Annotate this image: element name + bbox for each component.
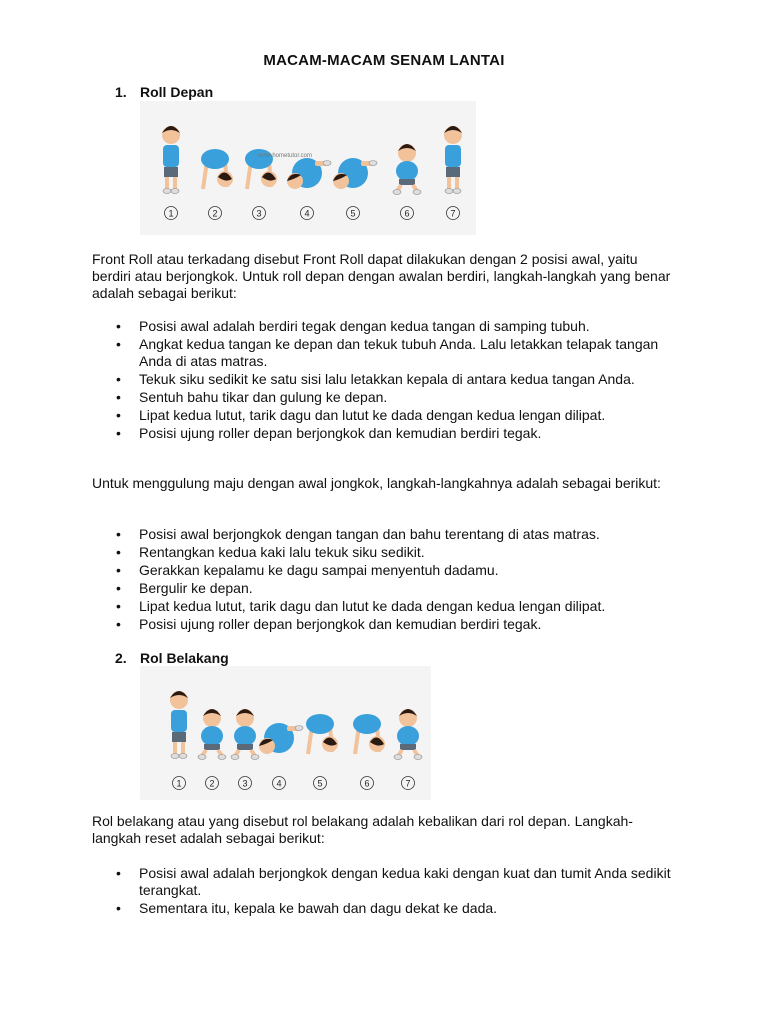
gymnast-pose-roll bbox=[287, 158, 331, 189]
crouch-intro: Untuk menggulung maju dengan awal jongkok, langkah-langkahnya adalah sebagai berikut: bbox=[92, 475, 661, 491]
section-heading-roll-depan bbox=[115, 84, 213, 100]
step-number-label: 4 bbox=[304, 208, 310, 219]
list-item: • Gerakkan kepalamu ke dagu sampai menyentuh dadamu. bbox=[92, 562, 672, 579]
rol-belakang-illustration bbox=[140, 666, 431, 800]
gymnast-pose-stand bbox=[444, 126, 462, 194]
list-item: • Bergulir ke depan. bbox=[92, 580, 672, 597]
gymnast-pose-crouch bbox=[394, 709, 422, 760]
section-heading-rol-belakang bbox=[115, 650, 229, 666]
step-number-label: 6 bbox=[404, 208, 410, 219]
section-number: 1. bbox=[115, 84, 127, 100]
gymnast-pose-bend bbox=[201, 149, 233, 189]
section-title: Roll Depan bbox=[140, 84, 214, 100]
step-number-label: 2 bbox=[209, 778, 215, 789]
list-item: • Lipat kedua lutut, tarik dagu dan lutut ke dada dengan kedua lengan dilipat. bbox=[92, 407, 672, 424]
list-item: • Posisi ujung roller depan berjongkok dan kemudian berdiri tegak. bbox=[92, 616, 672, 633]
standing-steps-list bbox=[92, 318, 672, 443]
step-number-label: 5 bbox=[350, 208, 356, 219]
list-item: • Lipat kedua lutut, tarik dagu dan lutut ke dada dengan kedua lengan dilipat. bbox=[92, 598, 672, 615]
roll-depan-intro: Front Roll atau terkadang disebut Front Roll dapat dilakukan dengan 2 posisi awal, yaitu berdiri atau berjongkok. Untuk roll depan dengan awalan berdiri, langkah-langkah yang benar adalah sebagai berikut: bbox=[92, 251, 671, 301]
gymnast-pose-bend bbox=[306, 714, 338, 754]
section-title: Rol Belakang bbox=[140, 650, 229, 666]
step-number-label: 5 bbox=[317, 778, 323, 789]
step-number-label: 7 bbox=[450, 208, 456, 219]
gymnast-pose-crouch bbox=[393, 144, 421, 195]
roll-depan-figure-svg bbox=[140, 101, 476, 235]
rol-belakang-steps-list bbox=[92, 865, 672, 918]
roll-depan-illustration bbox=[140, 101, 476, 235]
step-number-label: 1 bbox=[176, 778, 182, 789]
gymnast-pose-roll bbox=[333, 158, 377, 189]
gymnast-pose-stand bbox=[170, 691, 188, 759]
list-item: • Sentuh bahu tikar dan gulung ke depan. bbox=[92, 389, 672, 406]
section-number: 2. bbox=[115, 650, 127, 666]
gymnast-pose-crouch bbox=[198, 709, 226, 760]
list-item: • Posisi ujung roller depan berjongkok dan kemudian berdiri tegak. bbox=[92, 425, 672, 442]
step-number-label: 1 bbox=[168, 208, 174, 219]
list-item: • Rentangkan kedua kaki lalu tekuk siku sedikit. bbox=[92, 544, 672, 561]
list-item: • Posisi awal adalah berdiri tegak dengan kedua tangan di samping tubuh. bbox=[92, 318, 672, 335]
rol-belakang-intro: Rol belakang atau yang disebut rol belakang adalah kebalikan dari rol depan. Langkah-langkah reset adalah sebagai berikut: bbox=[92, 813, 633, 846]
gymnast-pose-stand bbox=[162, 126, 180, 194]
gymnast-pose-bend bbox=[353, 714, 385, 754]
list-item: • Tekuk siku sedikit ke satu sisi lalu letakkan kepala di antara kedua tangan Anda. bbox=[92, 371, 672, 388]
step-number-label: 6 bbox=[364, 778, 370, 789]
rol-belakang-figure-svg bbox=[140, 666, 431, 800]
list-item: • Posisi awal berjongkok dengan tangan dan bahu terentang di atas matras. bbox=[92, 526, 672, 543]
step-number-label: 2 bbox=[212, 208, 218, 219]
gymnast-pose-crouch bbox=[231, 709, 259, 760]
step-number-label: 7 bbox=[405, 778, 411, 789]
gymnast-pose-roll bbox=[259, 723, 303, 754]
figure-watermark: www.hometutor.com bbox=[258, 153, 313, 159]
list-item: • Sementara itu, kepala ke bawah dan dagu dekat ke dada. bbox=[92, 900, 672, 917]
list-item: • Angkat kedua tangan ke depan dan tekuk tubuh Anda. Lalu letakkan telapak tangan Anda di atas matras. bbox=[92, 336, 672, 370]
document-title: MACAM-MACAM SENAM LANTAI bbox=[263, 52, 505, 69]
step-number-label: 3 bbox=[256, 208, 262, 219]
step-number-label: 3 bbox=[242, 778, 248, 789]
list-item: • Posisi awal adalah berjongkok dengan kedua kaki dengan kuat dan tumit Anda sedikit terangkat. bbox=[92, 865, 672, 899]
crouch-steps-list bbox=[92, 526, 672, 634]
step-number-label: 4 bbox=[276, 778, 282, 789]
